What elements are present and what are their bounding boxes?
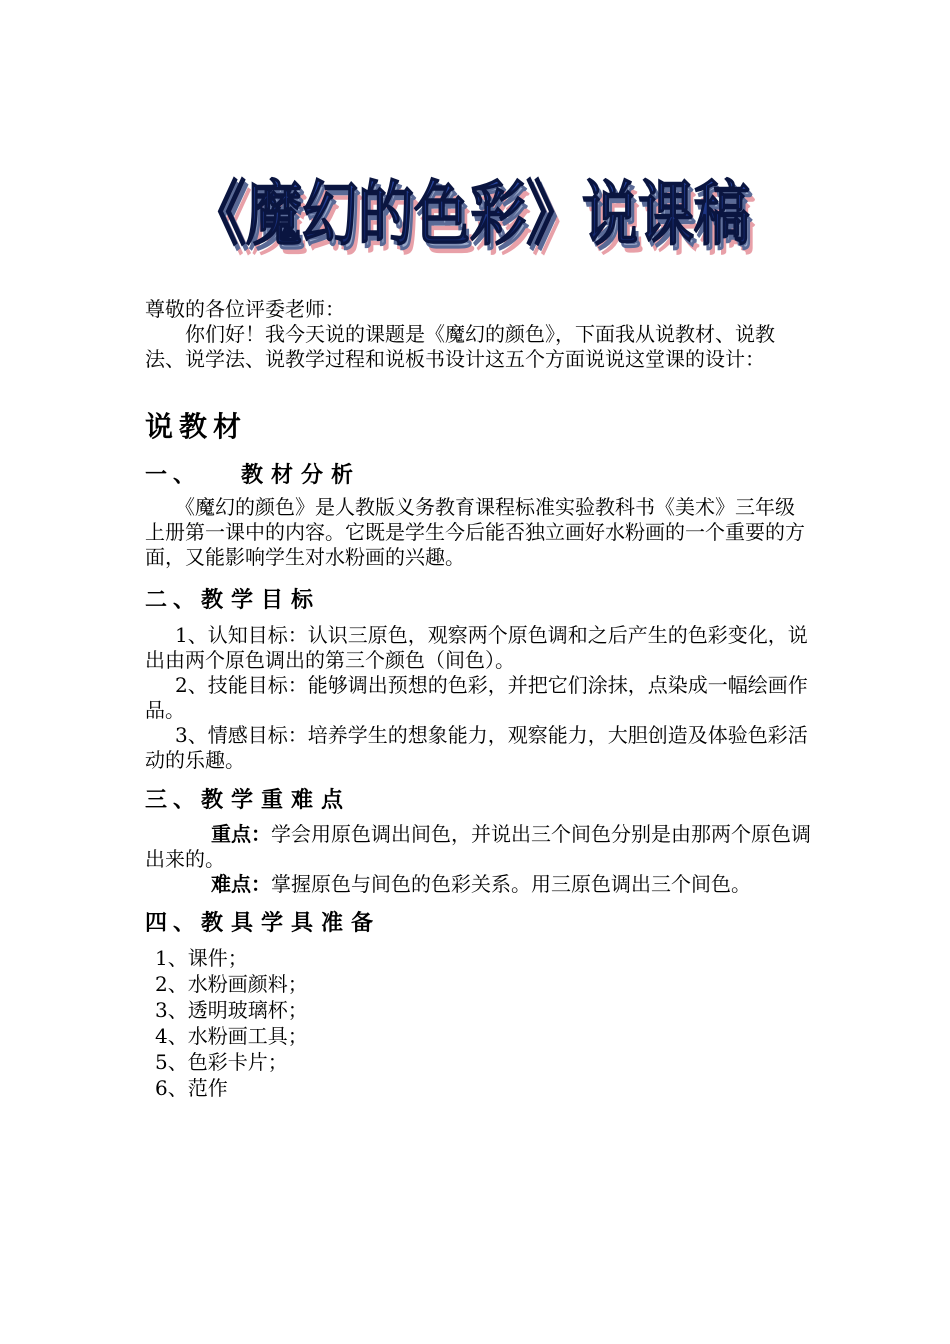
goal-item: 2、技能目标：能够调出预想的色彩，并把它们涂抹，点染成一幅绘画作品。 bbox=[145, 673, 808, 722]
analysis-block bbox=[145, 495, 813, 570]
list-item: 5、色彩卡片； bbox=[155, 1050, 288, 1074]
heading-key-points bbox=[145, 783, 351, 814]
greeting: 尊敬的各位评委老师： bbox=[145, 297, 345, 321]
heading-materials bbox=[145, 906, 381, 937]
key-label: 重点： bbox=[211, 822, 271, 846]
list-item: 4、水粉画工具； bbox=[155, 1024, 308, 1048]
difficult-label: 难点： bbox=[211, 872, 271, 896]
key-point bbox=[145, 822, 813, 872]
title-shadow: 《魔幻的色彩》说课稿 bbox=[193, 178, 753, 260]
list-item: 6、范作 bbox=[155, 1076, 228, 1100]
goal-item: 1、认知目标：认识三原色，观察两个原色调和之后产生的色彩变化，说出由两个原色调出的第三个颜色（间色）。 bbox=[145, 623, 808, 672]
goal-item: 3、情感目标：培养学生的想象能力，观察能力，大胆创造及体验色彩活动的乐趣。 bbox=[145, 723, 808, 772]
key-text: 学会用原色调出间色，并说出三个间色分别是由那两个原色调出来的。 bbox=[145, 822, 811, 871]
title-wordart bbox=[188, 140, 768, 270]
heading-number: 一、 bbox=[145, 462, 202, 488]
heading-textbook-analysis bbox=[145, 458, 361, 489]
list-item: 3、透明玻璃杯； bbox=[155, 998, 308, 1022]
title-text: 《魔幻的色彩》说课稿 bbox=[190, 173, 750, 255]
heading-number: 三、 bbox=[145, 787, 202, 813]
difficult-text: 掌握原色与间色的色彩关系。用三原色调出三个间色。 bbox=[271, 872, 751, 896]
heading-label: 教具学具准备 bbox=[201, 910, 382, 936]
intro-paragraph: 你们好！我今天说的课题是《魔幻的颜色》，下面我从说教材、说教法、说学法、说教学过程和说板书设计这五个方面说说这堂课的设计： bbox=[145, 322, 775, 371]
goals-block bbox=[145, 623, 813, 773]
difficult-point bbox=[145, 872, 813, 897]
heading-label: 教学重难点 bbox=[201, 787, 352, 813]
analysis-paragraph: 《魔幻的颜色》是人教版义务教育课程标准实验教科书《美术》三年级上册第一课中的内容。它既是学生今后能否独立画好水粉画的一个重要的方面，又能影响学生对水粉画的兴趣。 bbox=[145, 495, 805, 569]
materials-list bbox=[155, 945, 308, 1101]
key-points-block bbox=[145, 822, 813, 897]
heading-label: 教学目标 bbox=[201, 587, 322, 613]
heading-teaching-goals bbox=[145, 583, 321, 614]
heading-label: 教材分析 bbox=[241, 462, 362, 488]
title-shadow-pink: 《魔幻的色彩》说课稿 bbox=[196, 183, 756, 265]
list-item: 2、水粉画颜料； bbox=[155, 972, 308, 996]
heading-number: 二、 bbox=[145, 587, 202, 613]
intro-block bbox=[145, 297, 813, 372]
section-heading: 说教材 bbox=[145, 410, 248, 443]
heading-number: 四、 bbox=[145, 910, 202, 936]
list-item: 1、课件； bbox=[155, 946, 248, 970]
document-title bbox=[188, 140, 768, 270]
